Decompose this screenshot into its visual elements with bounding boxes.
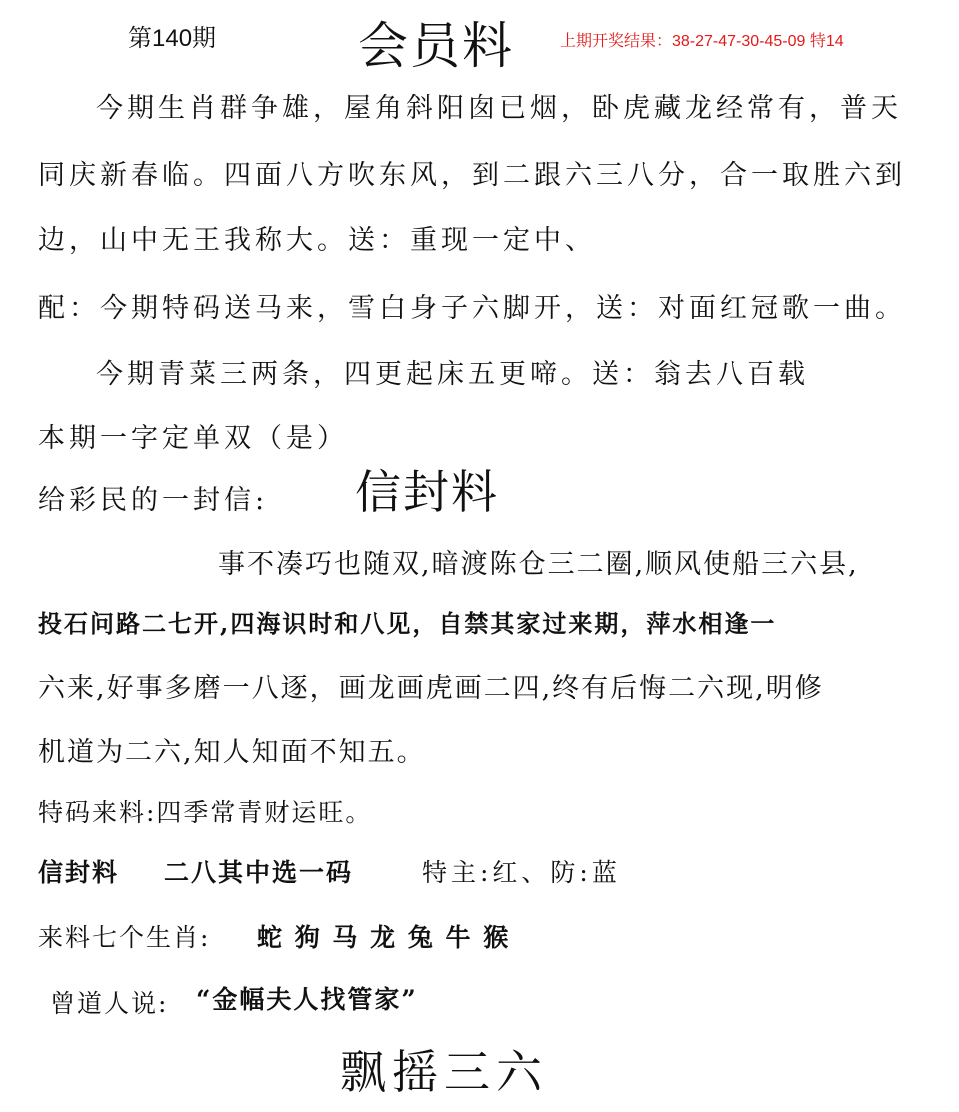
envelope-label: 信封料 <box>38 858 120 887</box>
member-text-line-4: 配：今期特码送马来，雪白身子六脚开，送：对面红冠歌一曲。 <box>38 293 906 324</box>
member-text-line-1: 今期生肖群争雄，屋角斜阳囱已烟，卧虎藏龙经常有，普天 <box>96 93 902 124</box>
letter-line-1: 事不凑巧也随双,暗渡陈仓三二圈,顺风使船三六县, <box>218 549 859 580</box>
last-draw-result: 上期开奖结果：38-27-47-30-45-09 特14 <box>560 33 844 50</box>
zodiac-list: 蛇 狗 马 龙 兔 牛 猴 <box>257 923 511 952</box>
saying-text: “金幅夫人找管家” <box>196 985 418 1014</box>
page-title: 会员料 <box>358 17 514 75</box>
member-text-line-2: 同庆新春临。四面八方吹东风，到二跟六三八分，合一取胜六到 <box>38 160 906 191</box>
main-color: 特主:红、防:蓝 <box>422 858 621 887</box>
special-code-line: 特码来料:四季常青财运旺。 <box>38 798 373 827</box>
envelope-title: 信封料 <box>355 465 499 519</box>
issue-number: 第140期 <box>128 25 217 52</box>
final-tip: 飘摇三六 <box>340 1045 548 1099</box>
saying-label: 曾道人说: <box>50 989 169 1018</box>
letter-line-4: 机道为二六,知人知面不知五。 <box>38 737 426 768</box>
letter-line-3: 六来,好事多磨一八逐，画龙画虎画二四,终有后悔二六现,明修 <box>38 673 824 704</box>
envelope-pick: 二八其中选一码 <box>164 858 354 887</box>
letter-line-2: 投石问路二七开,四海识时和八见，自禁其家过来期，萍水相逢一 <box>38 609 777 638</box>
member-text-line-5: 今期青菜三两条，四更起床五更啼。送：翁去八百载 <box>96 359 809 390</box>
odd-even-line: 本期一字定单双（是） <box>38 423 348 454</box>
member-text-line-3: 边，山中无王我称大。送：重现一定中、 <box>38 225 596 256</box>
zodiac-label: 来料七个生肖: <box>38 923 211 952</box>
letter-intro: 给彩民的一封信: <box>38 485 269 516</box>
